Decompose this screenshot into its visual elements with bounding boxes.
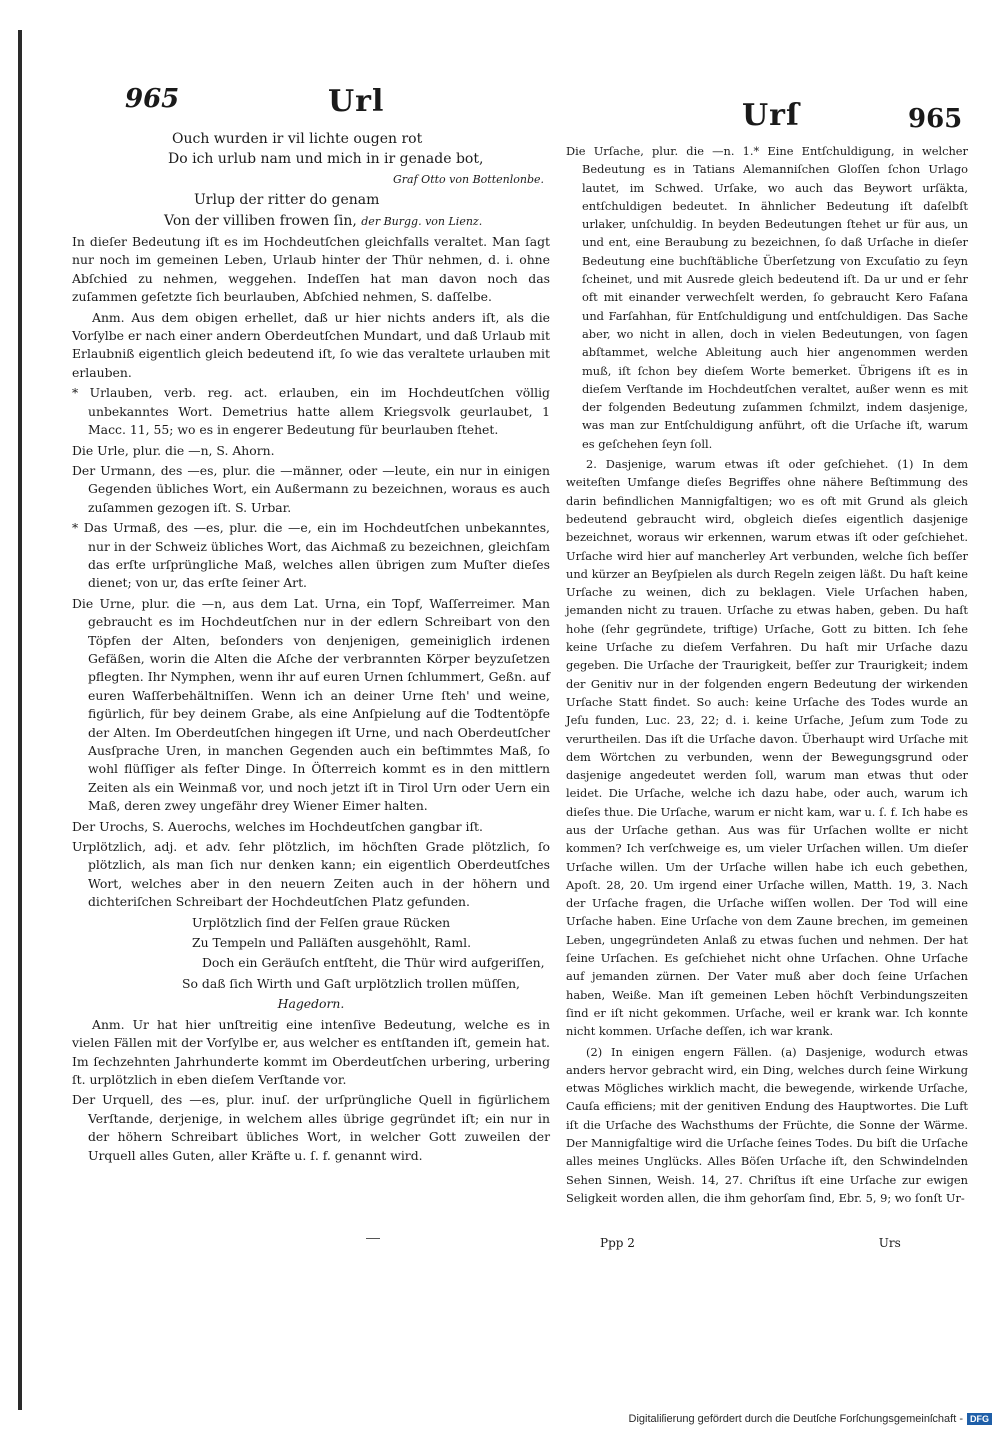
- page-edge: [18, 30, 22, 1410]
- digitization-text: Digitaliſierung gefördert durch die Deutſche Forſchungsgemeinſchaft -: [628, 1413, 963, 1425]
- divider: [366, 1238, 380, 1239]
- right-running-head: Urſ: [742, 98, 800, 133]
- verse-source: der Burgg. von Lienz.: [361, 214, 483, 228]
- right-column: [566, 142, 968, 1209]
- catchword: Urs: [878, 1236, 901, 1250]
- signature-mark: Ppp 2: [600, 1236, 635, 1250]
- dictionary-entry: Die Urle, plur. die —n, S. Ahorn.: [72, 442, 275, 458]
- dictionary-entry: Der Urmann, des —es, plur. die —männer, oder —leute, ein nur in einigen Gegenden übliches Wort, ein Außermann zu bezeichnen, woraus es auch zuſammen gezogen iſt. S. Urbar.: [72, 462, 550, 515]
- quote-line: So daß ſich Wirth und Gaſt urplötzlich trollen müſſen,: [182, 975, 520, 991]
- quote-source: Hagedorn.: [277, 996, 345, 1012]
- verse-line: Do ich urlub nam und mich in ir genade bot,: [168, 151, 484, 168]
- paragraph: 2. Dasjenige, warum etwas iſt oder geſchiehet. (1) In dem weiteſten Umfange dieſes Begriffes ohne nähere Beſtimmung des darin befindlichen Mannigfaltigen; wo es oft mit Grund als gleich bedeutend gebraucht wird, obgleich dieſes eigentlich dasjenige bezeichnet, woraus wir erkennen, warum etwas iſt oder geſchiehet. Urſache wird hier auf mancherley Art verbunden, welche ſich beſſer und kürzer an Beyſpielen als durch Regeln zeigen läßt. Du haſt keine Urſache zu weinen, dich zu beklagen. Viele Urſachen haben, jemanden nicht zu trauen. Urſache zu etwas haben, geben. Du haſt hohe (ſehr gegründete, triftige) Urſache, Gott zu bitten. Ich ſehe keine Urſache zu dieſem Verfahren. Du haſt mir Urſache dazu gegeben. Die Urſache der Traurigkeit, beſſer zur Traurigkeit; indem der Genitiv nur in der folgenden engern Bedeutung der wirkenden Urſache Statt findet. So auch: keine Urſache des Todes wurde an Jeſu funden, Luc. 23, 22; d. i. keine Urſache, Jeſum zum Tode zu verurtheilen. Das iſt die Urſache davon. Überhaupt wird Urſache mit dem Wörtchen zu verbunden, wenn der Bewegungsgrund oder dasjenige angedeutet werden ſoll, warum man etwas thut oder leidet. Die Urſache, welche ich dazu habe, oder auch, warum ich dieſes thue. Die Urſache, warum er nicht kam, war u. ſ. f. Ich habe es aus der Urſache gethan. Aus was für Urſachen wollte er nicht kommen? Ich verſchweige es, um vieler Urſachen willen. Um dieſer Urſache willen. Um der Urſache willen habe ich euch gebethen, Apoſt. 28, 20. Um irgend einer Urſache willen, Matth. 19, 3. Nach der Urſache fragen, die Urſache wiſſen wollen. Der Tod will eine Urſache haben. Eine Urſache von dem Zaune brechen, im gemeinen Leben, ungegründeten Anlaß zu etwas ſuchen und nehmen. Der hat ſeine Urſachen. Es geſchiehet nicht ohne Urſachen. Ohne Urſache auf jemanden zürnen. Der Vater muß aber doch ſeine Urſachen haben, Weiße. Man iſt gemeinen Leben höchſt Verbindungszeiten ſind er iſt nicht gekommen. Urſache, weil er krank war. Ich konnte nicht kommen. Urſache deſſen, ich war krank.: [566, 457, 968, 1039]
- dictionary-entry: Der Urochs, S. Auerochs, welches im Hochdeutſchen gangbar iſt.: [72, 818, 483, 834]
- verse-line: Urlup der ritter do genam: [194, 192, 380, 209]
- left-column: [72, 130, 550, 1167]
- dictionary-entry: * Urlauben, verb. reg. act. erlauben, ein im Hochdeutſchen völlig unbekanntes Wort. Demetrius hatte allem Kriegsvolk geurlaubet, 1 Macc. 11, 55; wo es in engerer Bedeutung für beurlauben ſtehet.: [72, 385, 550, 438]
- page-footer: [600, 1236, 901, 1250]
- dictionary-entry: Die Urne, plur. die —n, aus dem Lat. Urna, ein Topf, Waſſerreimer. Man gebraucht es im Hochdeutſchen nur in der edlern Schreibart von den Töpfen der Alten, beſonders von denjenigen, gemeiniglich irdenen Gefäßen, worin die Alten die Aſche der verbrannten Körper beyzuſetzen pflegten. Ihr Nymphen, wenn ihr auf euren Urnen ſchlummert, Geßn. auf euren Waſſerbehältniſſen. Wenn ich an deiner Urne ſteh' und weine, figürlich, für bey deinem Grabe, als eine Anſpielung auf die Todtentöpfe der Alten. Im Oberdeutſchen hingegen iſt Urne, und nach Oberdeutſcher Ausſprache Uren, in manchen Gegenden auch ein beſtimmtes Maß, ſo wohl flüſſiger als feſter Dinge. In Öſterreich kommt es in den mittlern Zeiten als ein Weinmaß vor, und noch jetzt iſt in Tirol Urn oder Uern ein Maß, deren zwey ungefähr drey Wiener Eimer halten.: [72, 595, 550, 814]
- dictionary-entry: Die Urſache, plur. die —n. 1.* Eine Entſchuldigung, in welcher Bedeutung es in Tatians Alemanniſchen Gloſſen ſchon Urlago lautet, im Schwed. Urſake, wo auch das Beywort urſäkta, entſchuldigen bedeutet. In ähnlicher Bedeutung iſt daſelbſt urlaker, unſchuldig. In beyden Bedeutungen ſtehet ur für aus, un und ent, eine Beraubung zu bezeichnen, ſo daß Urſache in dieſer Bedeutung eine buchſtäbliche Überſetzung von Excuſatio zu ſeyn ſcheinet, und mit Ausrede gleich bedeutend iſt. Da ur und er ſehr oft mit einander verwechſelt werden, ſo gebraucht Kero Faſana und Farſahhan, für Entſchuldigung und entſchuldigen. Das Sache aber, wo nicht in allen, doch in vielen Bedeutungen, von ſagen abſtammet, welche Ableitung auch hier angenommen werden muß, iſt ſchon bey dieſem Worte bemerket. Übrigens iſt es in dieſem Verſtande im Hochdeutſchen veraltet, außer wenn es mit der folgenden Bedeutung zuſammen ſchmilzt, indem dasjenige, was man zur Entſchuldigung anführt, oft die Urſache iſt, warum es geſchehen ſeyn ſoll.: [566, 144, 968, 451]
- paragraph: (2) In einigen engern Fällen. (a) Dasjenige, wodurch etwas anders hervor gebracht wird, ein Ding, welches durch ſeine Wirkung etwas Mögliches wirklich macht, die bewegende, wirkende Urſache, Cauſa efficiens; mit der genitiven Endung des Hauptwortes. Die Luft iſt die Urſache des Wachsthums der Früchte, die Sonne der Wärme. Der Mannigfaltige wird die Urſache ſeines Todes. Du biſt die Urſache alles meines Unglücks. Alles Böſen Urſache iſt, den Schwindelnden Sehen Sinnen, Weish. 14, 27. Chriſtus iſt eine Urſache zur ewigen Seligkeit worden allen, die ihm gehorſam ſind, Ebr. 5, 9; wo ſonſt Ur-: [566, 1044, 968, 1205]
- quote-line: Urplötzlich ſind der Felſen graue Rücken: [192, 914, 451, 930]
- paragraph: In dieſer Bedeutung iſt es im Hochdeutſchen gleichfalls veraltet. Man ſagt nur noch im gemeinen Leben, Urlaub hinter der Thür nehmen, d. i. ohne Abſchied zu nehmen, weggehen. Indeſſen hat man davon noch das zuſammen geſetzte ſich beurlauben, Abſchied nehmen, S. daſſelbe.: [72, 234, 550, 305]
- left-page-number: 965: [125, 84, 180, 114]
- annotation-paragraph: Anm. Ur hat hier unſtreitig eine intenſive Bedeutung, welche es in vielen Fällen mit der Vorſylbe er, aus welcher es entſtanden iſt, gemein hat. Im ſechzehnten Jahrhunderte kommt im Oberdeutſchen urbering, urbering ſt. urplötzlich in eben dieſem Verſtande vor.: [72, 1016, 550, 1087]
- verse-source: Graf Otto von Bottenlonbe.: [393, 172, 544, 186]
- dictionary-entry: * Das Urmaß, des —es, plur. die —e, ein im Hochdeutſchen unbekanntes, nur in der Schweiz übliches Wort, das Aichmaß zu bezeichnen, gleichſam das erſte urſprüngliche Maß, welches allen übrigen zum Muſter dieſes dienet; von ur, das erſte ſeiner Art.: [72, 520, 550, 591]
- verse-text: Von der villiben frowen ſin,: [164, 212, 357, 229]
- quote-line: Doch ein Geräuſch entſteht, die Thür wird aufgeriſſen,: [202, 955, 545, 971]
- dfg-logo: DFG: [967, 1413, 992, 1425]
- right-page-number: 965: [908, 104, 963, 134]
- digitization-note: [629, 1413, 992, 1425]
- annotation-paragraph: Anm. Aus dem obigen erhellet, daß ur hier nichts anders iſt, als die Vorſylbe er nach einer andern Oberdeutſchen Mundart, und daß Urlaub mit Erlaubniß eigentlich gleich bedeutend iſt, ſo wie das veraltete urlauben mit erlauben.: [72, 309, 550, 380]
- dictionary-entry: Der Urquell, des —es, plur. inuſ. der urſprüngliche Quell in figürlichem Verſtande, derjenige, in welchem alles übrige gegründet iſt; ein nur in der höhern Schreibart übliches Wort, in welcher Gott zuweilen der Urquell alles Guten, aller Kräfte u. ſ. f. genannt wird.: [72, 1092, 550, 1163]
- left-running-head: Url: [328, 84, 385, 119]
- verse-line: Ouch wurden ir vil lichte ougen rot: [172, 131, 423, 147]
- quote-line: Zu Tempeln und Palläſten ausgehöhlt, Raml.: [192, 935, 472, 951]
- verse-line: [72, 212, 550, 231]
- dictionary-entry: Urplötzlich, adj. et adv. ſehr plötzlich, im höchſten Grade plötzlich, ſo plötzlich, als man ſich nur denken kann; ein eigentlich Oberdeutſches Wort, welches aber in den neuern Zeiten auch in der höhern und dichteriſchen Schreibart der Hochdeutſchen Platz gefunden.: [72, 839, 550, 910]
